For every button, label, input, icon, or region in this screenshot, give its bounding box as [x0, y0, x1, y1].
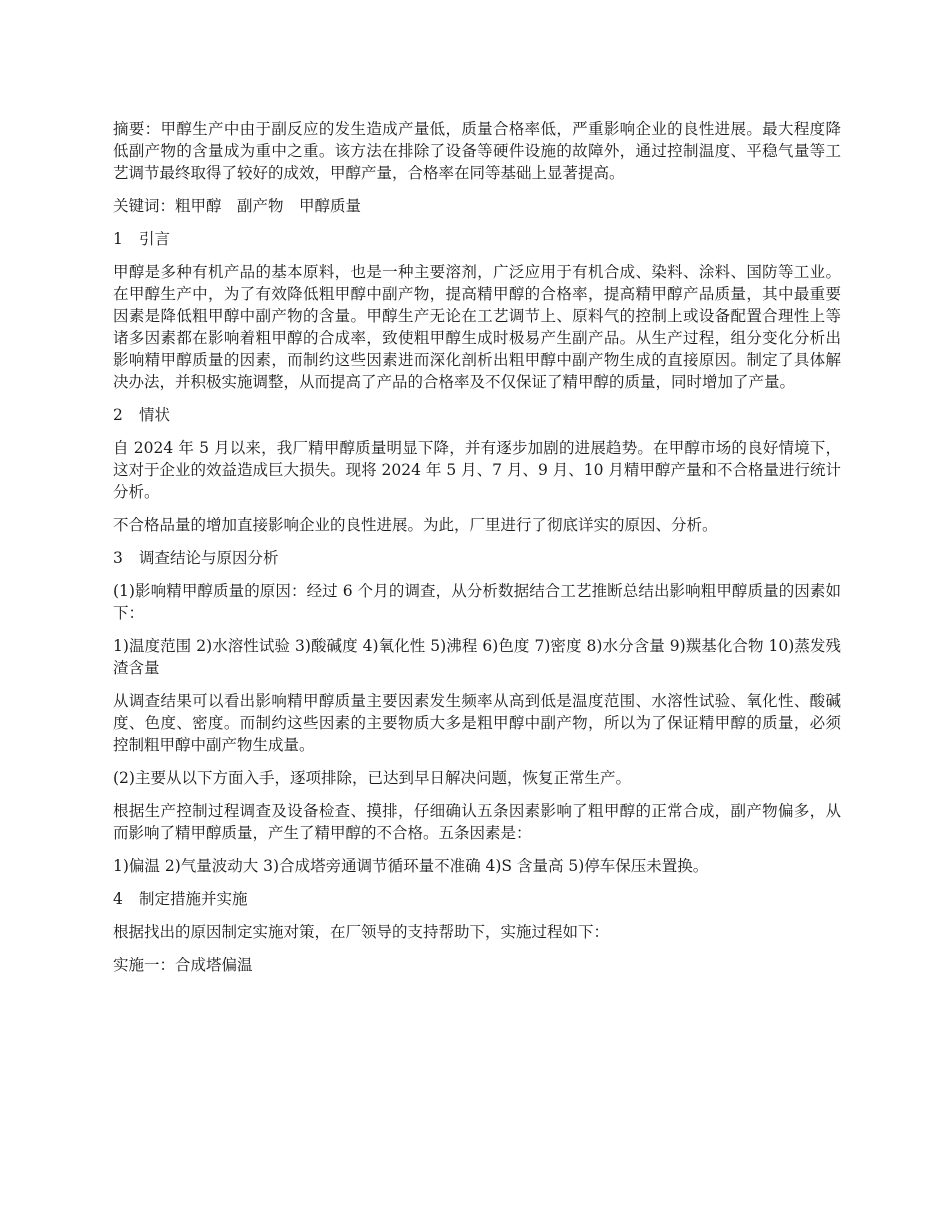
section-3-paragraph-1: (1)影响精甲醇质量的原因：经过 6 个月的调查，从分析数据结合工艺推断总结出影响粗甲醇质量的因素如下： [113, 582, 841, 622]
section-3-paragraph-6: 1)偏温 2)气量波动大 3)合成塔旁通调节循环量不准确 4)S 含量高 5)停车保压未置换。 [113, 857, 709, 875]
section-3-paragraph-3: 从调查结果可以看出影响精甲醇质量主要因素发生频率从高到低是温度范围、水溶性试验、氧化性、酸碱度、色度、密度。而制约这些因素的主要物质大多是粗甲醇中副产物，所以为了保证精甲醇的质量，必须控制粗甲醇中副产物生成量。 [113, 692, 841, 754]
section-4-paragraph-2: 实施一：合成塔偏温 [113, 956, 253, 974]
abstract-paragraph: 摘要：甲醇生产中由于副反应的发生造成产量低，质量合格率低，严重影响企业的良性进展。最大程度降低副产物的含量成为重中之重。该方法在排除了设备等硬件设施的故障外，通过控制温度、平稳气量等工艺调节最终取得了较好的成效，甲醇产量，合格率在同等基础上显著提高。 [113, 120, 841, 182]
section-2-paragraph-2: 不合格品量的增加直接影响企业的良性进展。为此，厂里进行了彻底详实的原因、分析。 [113, 516, 718, 534]
section-heading-1 [113, 228, 841, 250]
section-title: 制定措施并实施 [139, 890, 248, 908]
section-heading-2 [113, 404, 841, 426]
section-3-paragraph-5: 根据生产控制过程调查及设备检查、摸排，仔细确认五条因素影响了粗甲醇的正常合成，副产物偏多，从而影响了精甲醇质量，产生了精甲醇的不合格。五条因素是： [113, 802, 841, 842]
section-3-paragraph-2: 1)温度范围 2)水溶性试验 3)酸碱度 4)氧化性 5)沸程 6)色度 7)密度 8)水分含量 9)羰基化合物 10)蒸发残渣含量 [113, 637, 841, 677]
section-number: 1 [113, 230, 123, 248]
section-number: 3 [113, 549, 123, 567]
section-heading-3 [113, 547, 841, 569]
section-title: 引言 [139, 230, 171, 248]
section-3-paragraph-4: (2)主要从以下方面入手，逐项排除，已达到早日解决问题，恢复正常生产。 [113, 769, 631, 787]
section-heading-4 [113, 888, 841, 910]
keywords-line: 关键词：粗甲醇 副产物 甲醇质量 [113, 197, 362, 215]
document-page [113, 118, 841, 987]
section-1-paragraph-1: 甲醇是多种有机产品的基本原料，也是一种主要溶剂，广泛应用于有机合成、染料、涂料、国防等工业。在甲醇生产中，为了有效降低粗甲醇中副产物，提高精甲醇的合格率，提高精甲醇产品质量，其中最重要因素是降低粗甲醇中副产物的含量。甲醇生产无论在工艺调节上、原料气的控制上或设备配置合理性上等诸多因素都在影响着粗甲醇的合成率，致使粗甲醇生成时极易产生副产品。从生产过程，组分变化分析出影响精甲醇质量的因素，而制约这些因素进而深化剖析出粗甲醇中副产物生成的直接原因。制定了具体解决办法，并积极实施调整，从而提高了产品的合格率及不仅保证了精甲醇的质量，同时增加了产量。 [113, 263, 841, 391]
section-number: 2 [113, 406, 123, 424]
section-4-paragraph-1: 根据找出的原因制定实施对策，在厂领导的支持帮助下，实施过程如下： [113, 923, 610, 941]
section-title: 调查结论与原因分析 [139, 549, 279, 567]
section-number: 4 [113, 890, 123, 908]
section-2-paragraph-1: 自 2024 年 5 月以来，我厂精甲醇质量明显下降，并有逐步加剧的进展趋势。在甲醇市场的良好情境下，这对于企业的效益造成巨大损失。现将 2024 年 5 月、7 月、9 月、10 月精甲醇产量和不合格量进行统计分析。 [113, 439, 841, 501]
section-title: 情状 [139, 406, 171, 424]
